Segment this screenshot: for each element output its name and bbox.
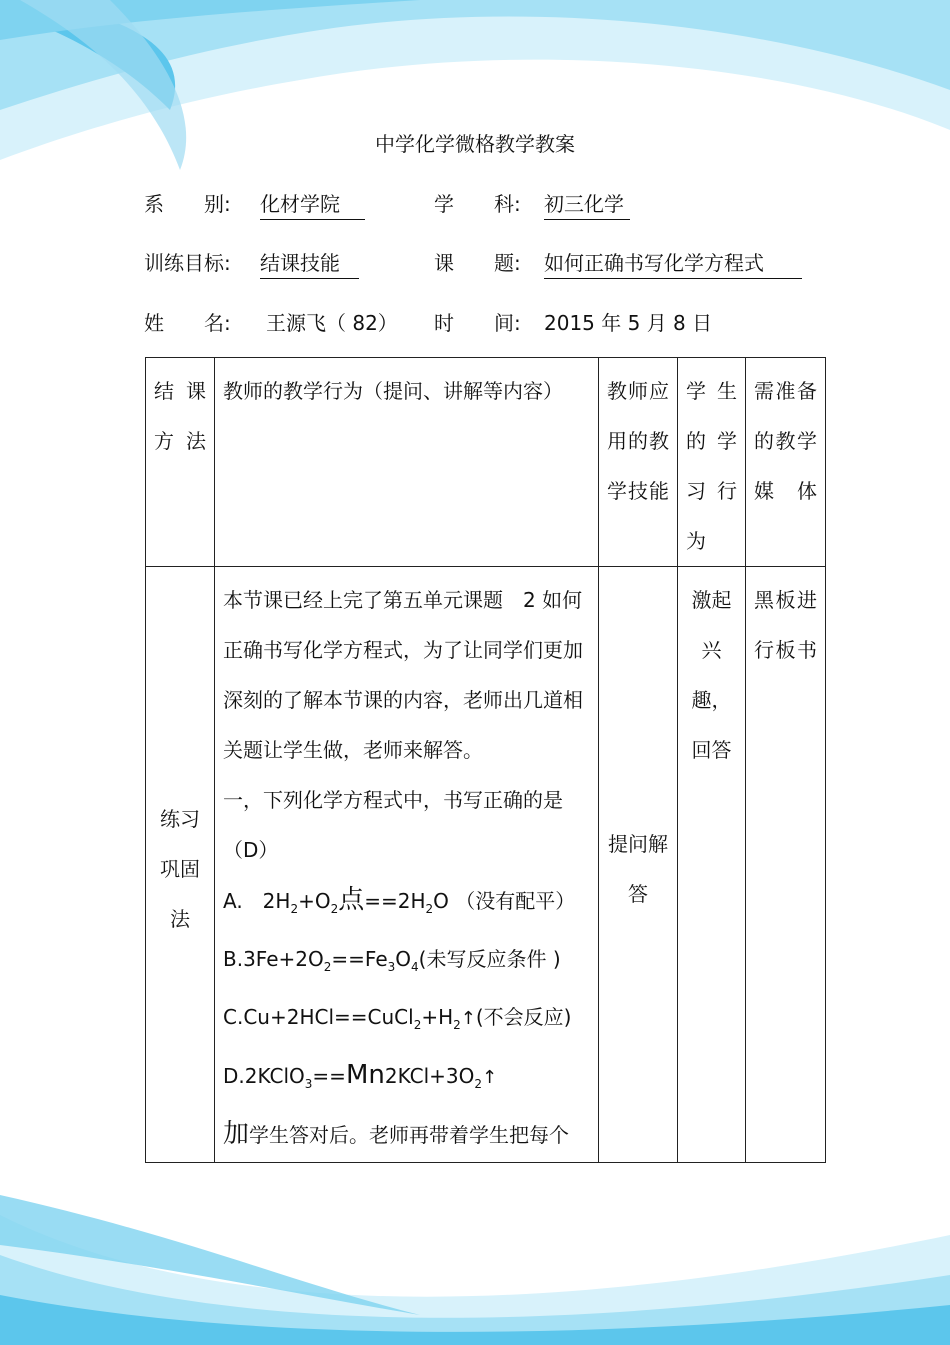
- table-row: [146, 567, 826, 1163]
- header-teaching-skill: 教师应用的教学技能: [599, 358, 678, 567]
- dept-value: 化材学院: [260, 188, 365, 220]
- lesson-table: [145, 357, 826, 1163]
- table-header-row: [146, 358, 826, 567]
- top-wave-decoration: [0, 0, 950, 220]
- skill-cell: 提问解答: [599, 567, 678, 1163]
- last-line: 加学生答对后。老师再带着学生把每个: [223, 1119, 570, 1149]
- header-teacher-behavior: 教师的教学行为（提问、讲解等内容）: [215, 358, 599, 567]
- option-d: $D.2KClO_3==Mn2KCl+3O_2↑$: [223, 1060, 498, 1091]
- up-arrow-icon: ↑: [482, 1067, 498, 1088]
- time-value: 2015 年 5 月 8 日: [544, 311, 713, 335]
- goal-value: 结课技能: [260, 247, 359, 279]
- goal-label: 训练目标:: [144, 251, 231, 275]
- dept-label: 系 别:: [144, 192, 231, 216]
- topic-value: 如何正确书写化学方程式: [544, 247, 802, 279]
- intro-text: 本节课已经上完了第五单元课题 2 如何正确书写化学方程式，为了让同学们更加深刻的了解本节课的内容，老师出几道相关题让学生做，老师来解答。: [223, 588, 583, 762]
- up-arrow-icon: ↑: [460, 1008, 476, 1029]
- name-label: 姓 名:: [144, 311, 231, 335]
- page-title: 中学化学微格教学教案: [375, 132, 575, 156]
- topic-label: 课 题:: [434, 251, 521, 275]
- method-cell: 练习巩固法: [146, 567, 215, 1163]
- teacher-content-cell: [215, 567, 599, 1163]
- header-media: 需准备的教学媒体: [746, 358, 826, 567]
- student-cell: 激起 兴 趣， 回答: [678, 567, 746, 1163]
- option-a: A. $2H_2+O_2$点$==2H_2O$ （没有配平）: [223, 885, 576, 916]
- name-value: 王源飞（ 82）: [266, 311, 398, 335]
- bottom-wave-decoration: [0, 1175, 950, 1345]
- option-b: $B.3Fe+2O_2==Fe_3O_4$(未写反应条件 ): [223, 947, 561, 974]
- media-cell: 黑板进行板书: [746, 567, 826, 1163]
- info-row-name: [144, 307, 844, 337]
- question-text: 一，下列化学方程式中，书写正确的是（D）: [223, 788, 563, 862]
- header-method: 结课方法: [146, 358, 215, 567]
- subject-value: 初三化学: [544, 188, 630, 220]
- time-label: 时 间:: [434, 311, 521, 335]
- info-row-dept: [144, 188, 844, 218]
- header-student-behavior: 学生的学习行为: [678, 358, 746, 567]
- option-c: $C.Cu+2HCl==CuCl_2+H_2↑$(不会反应): [223, 1005, 572, 1032]
- info-row-goal: [144, 247, 844, 277]
- subject-label: 学 科:: [434, 192, 521, 216]
